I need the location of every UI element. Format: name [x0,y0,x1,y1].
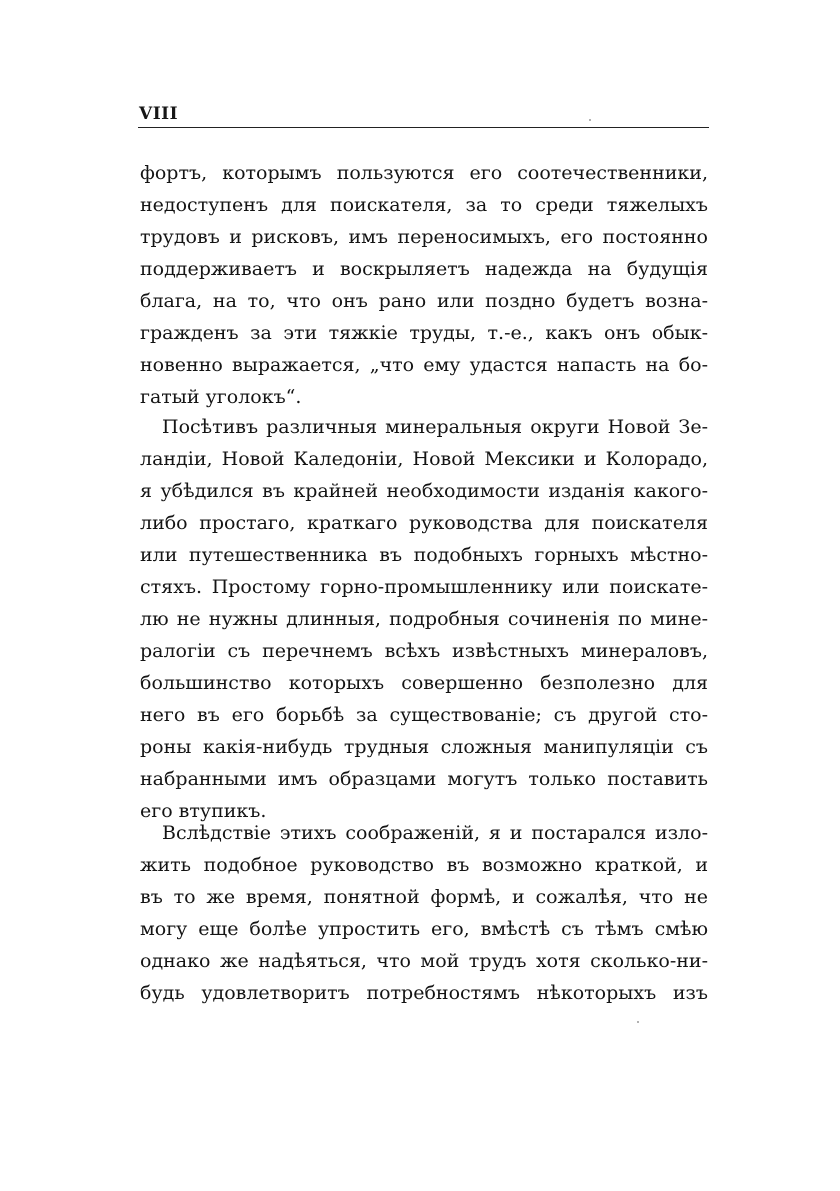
text-line: фортъ, которымъ пользуются его соотечественники, [140,162,708,184]
text-line: стяхъ. Простому горно-промышленнику или поискате- [140,576,708,598]
page-number: VIII [139,104,179,124]
text-line: ралогіи съ перечнемъ всѣхъ извѣстныхъ минераловъ, [140,640,708,662]
text-line: Вслѣдствіе этихъ соображеній, я и постарался изло- [162,822,708,844]
text-line: я убѣдился въ крайней необходимости изданія какого- [140,480,708,502]
text-line: него въ его борьбѣ за существованіе; съ другой сто- [140,704,708,726]
scan-speck [637,1021,639,1023]
text-line: гатый уголокъ“. [140,386,302,408]
text-line: поддерживаетъ и воскрыляетъ надежда на будущія [140,258,708,280]
text-line: новенно выражается, „что ему удастся напасть на бо- [140,354,708,376]
text-line: большинство которыхъ совершенно безполезно для [140,672,708,694]
text-line: жить подобное руководство въ возможно краткой, и [140,854,708,876]
text-line: блага, на то, что онъ рано или поздно будетъ возна- [140,290,708,312]
text-line: роны какія-нибудь трудныя сложныя манипуляціи съ [140,736,708,758]
text-line: будь удовлетворитъ потребностямъ нѣкоторыхъ изъ [140,982,708,1004]
header-rule [138,127,709,128]
text-line: недоступенъ для поискателя, за то среди тяжелыхъ [140,194,708,216]
text-line: или путешественника въ подобныхъ горныхъ мѣстно- [140,544,708,566]
text-line: трудовъ и рисковъ, имъ переносимыхъ, его постоянно [140,226,708,248]
text-line: его втупикъ. [140,800,267,822]
text-line: могу еще болѣе упростить его, вмѣстѣ съ тѣмъ смѣю [140,918,708,940]
text-line: либо простаго, краткаго руководства для поискателя [140,512,708,534]
text-line: однако же надѣяться, что мой трудъ хотя сколько-ни- [140,950,708,972]
text-line: лю не нужны длинныя, подробныя сочиненія по мине- [140,608,708,630]
text-line: ландіи, Новой Каледоніи, Новой Мексики и Колорадо, [140,448,708,470]
text-line: гражденъ за эти тяжкіе труды, т.-е., какъ онъ обык- [140,322,708,344]
scan-speck [589,119,591,121]
text-line: въ то же время, понятной формѣ, и сожалѣя, что не [140,886,708,908]
text-line: набранными имъ образцами могутъ только поставить [140,768,708,790]
text-line: Посѣтивъ различныя минеральныя округи Новой Зе- [162,416,708,438]
